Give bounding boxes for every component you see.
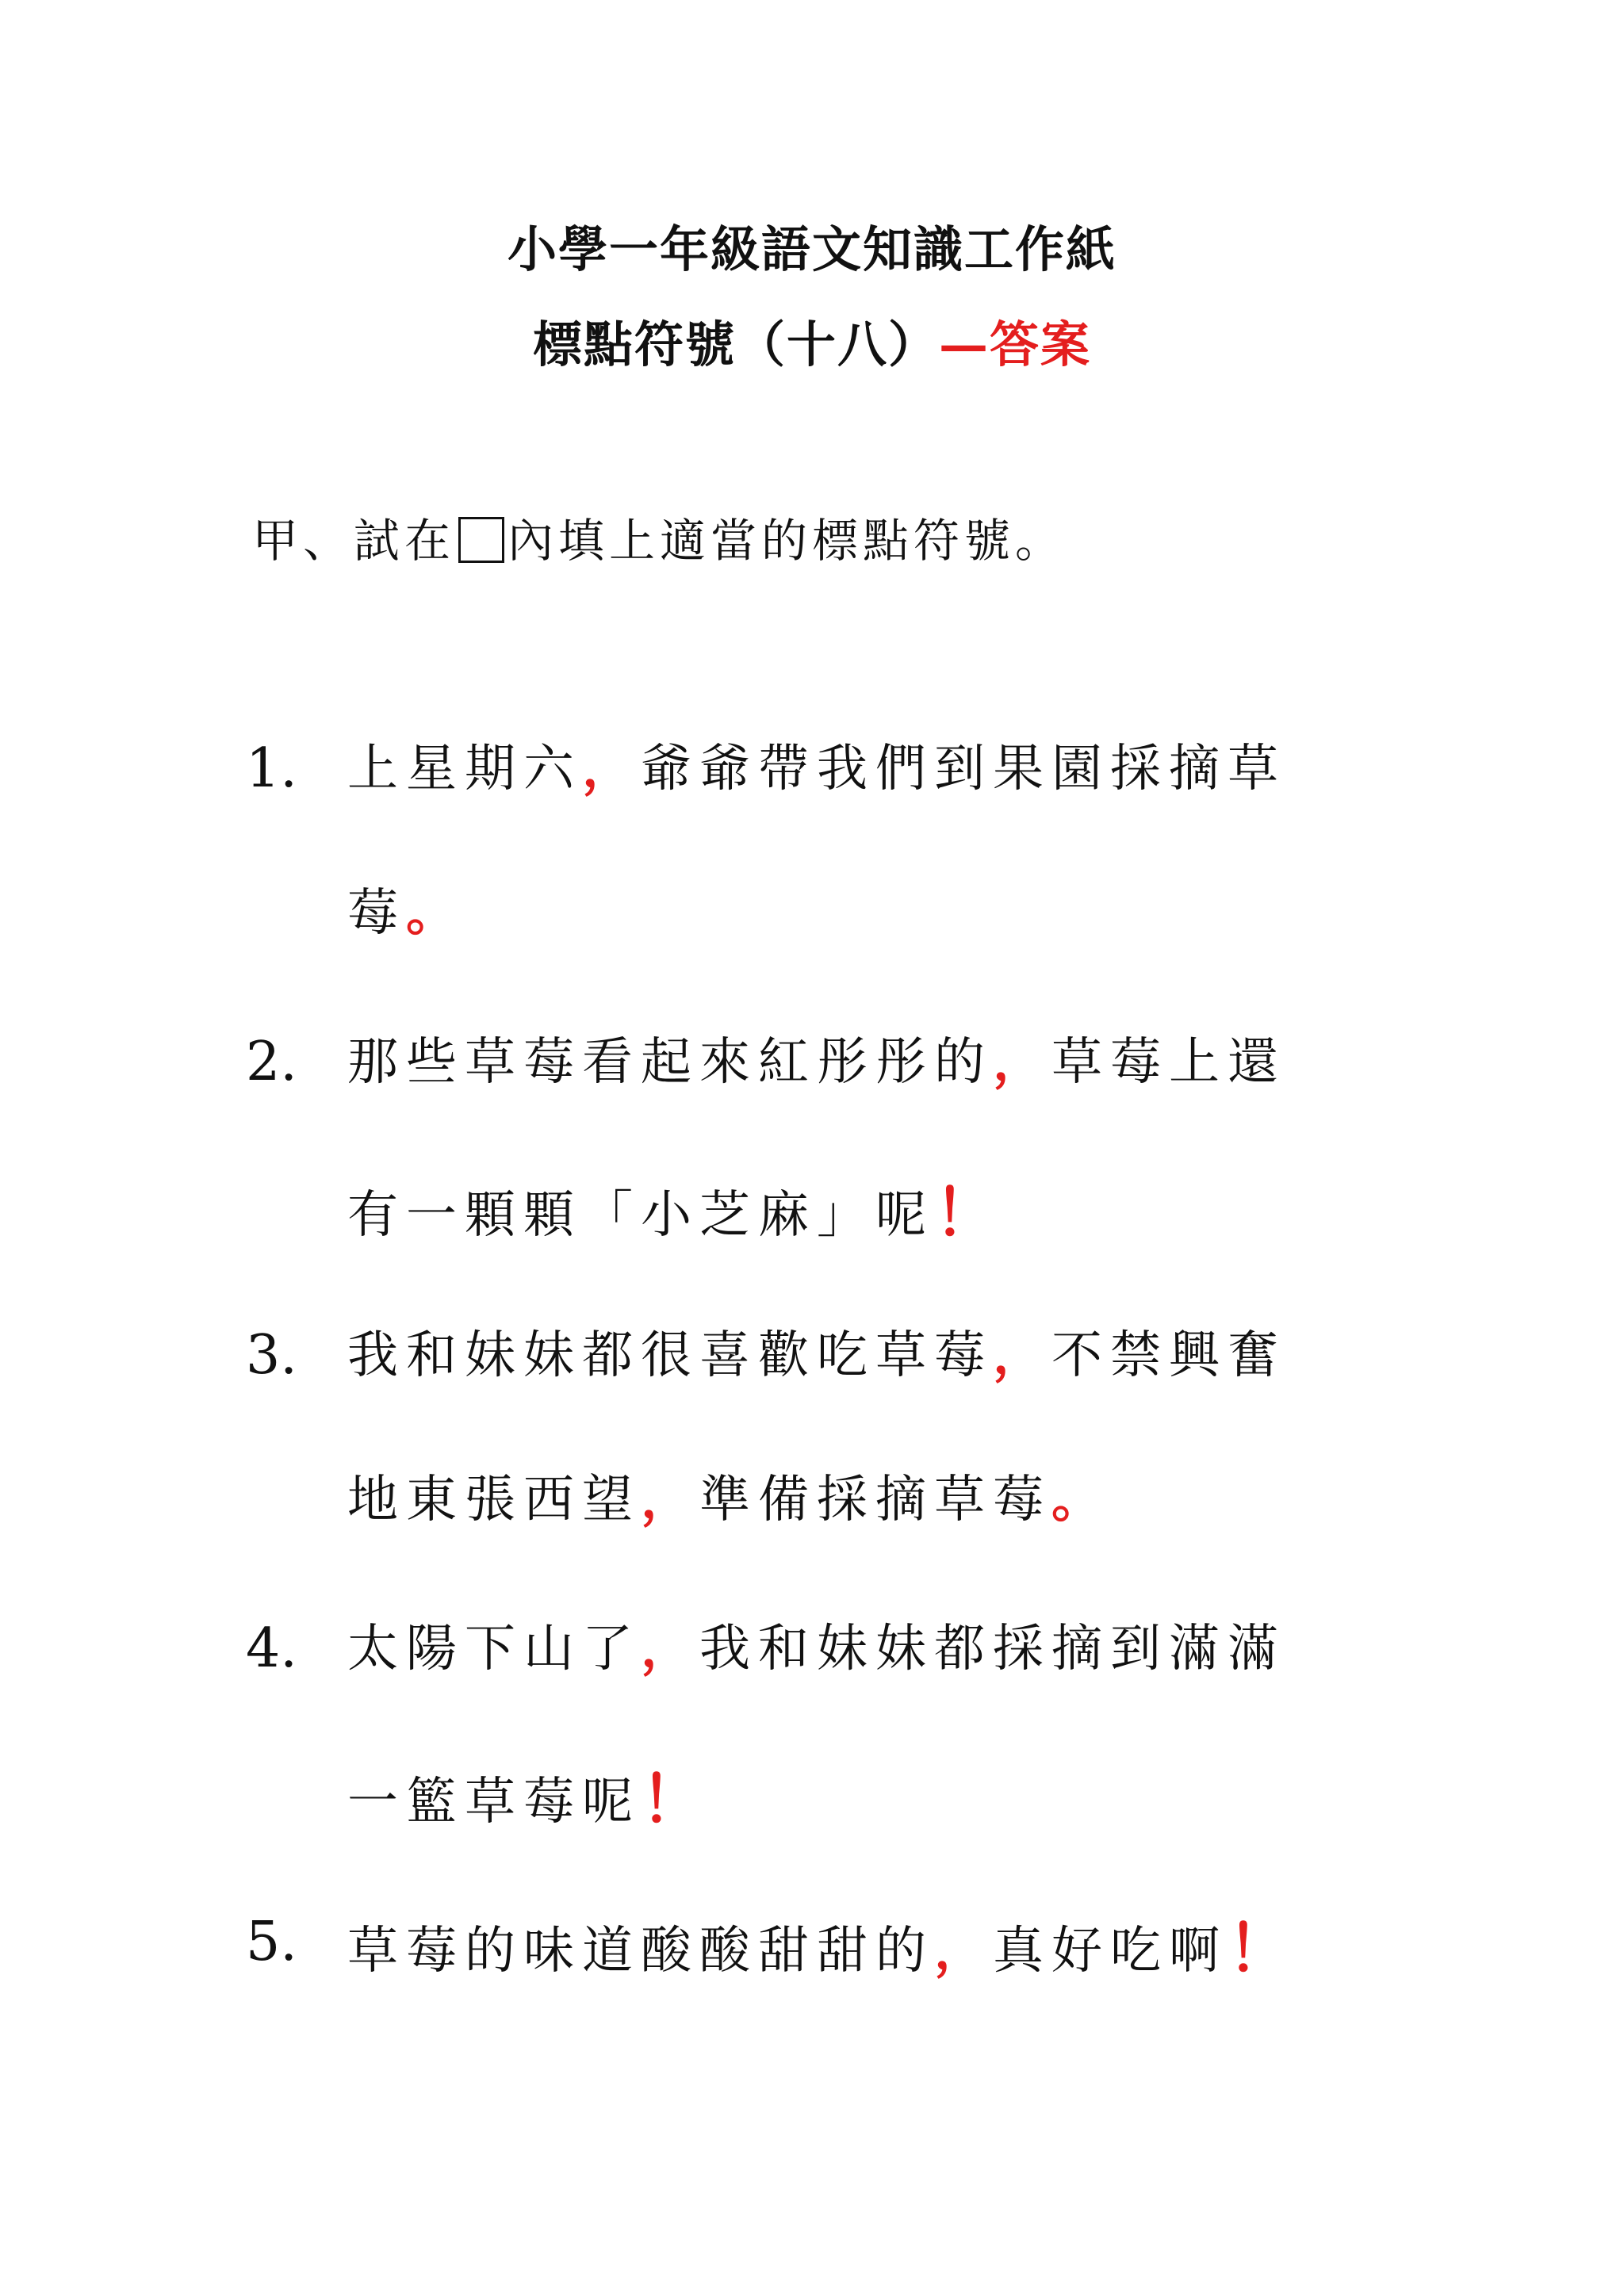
- instruction-suffix: 內填上適當的標點符號。: [508, 514, 1067, 568]
- answer-punctuation: ！: [1228, 1911, 1291, 1986]
- question-text: 一籃草莓呢: [347, 1773, 641, 1831]
- question-text: 太陽下山了: [347, 1620, 641, 1678]
- question-4-number: 4.: [246, 1617, 297, 1680]
- question-2-number: 2.: [246, 1031, 297, 1093]
- answer-punctuation: ，: [641, 1470, 699, 1529]
- question-text: 我和妹妹都很喜歡吃草莓: [347, 1326, 993, 1385]
- answer-punctuation: 。: [406, 883, 465, 943]
- question-text: 上星期六: [347, 740, 582, 798]
- answer-punctuation: ，: [582, 739, 641, 798]
- question-text: 有一顆顆「小芝麻」呢: [347, 1186, 934, 1245]
- answer-punctuation: 。: [1051, 1470, 1110, 1529]
- answer-punctuation: ，: [993, 1326, 1051, 1385]
- instruction-prefix: 甲、試在: [252, 514, 456, 568]
- question-text: 我和妹妹都採摘到滿滿: [699, 1620, 1286, 1678]
- instruction: [252, 514, 1067, 568]
- subtitle-answer-label: —答案: [939, 316, 1092, 373]
- question-text: 那些草莓看起來紅彤彤的: [347, 1033, 993, 1092]
- question-text: 真好吃啊: [993, 1922, 1228, 1980]
- answer-punctuation: ！: [641, 1762, 704, 1837]
- blank-box-icon: [458, 517, 504, 563]
- answer-punctuation: ！: [934, 1176, 998, 1250]
- question-text: 準備採摘草莓: [699, 1471, 1051, 1529]
- title-line-1: 小學一年級語文知識工作紙: [507, 220, 1116, 278]
- question-3-line-2: [347, 1470, 1110, 1529]
- question-2-line-1: [347, 1032, 1286, 1092]
- answer-punctuation: ，: [934, 1921, 993, 1980]
- answer-punctuation: ，: [993, 1032, 1051, 1092]
- question-4-line-1: [347, 1619, 1286, 1678]
- worksheet-subtitle: [0, 316, 1624, 373]
- question-text: 爺爺帶我們到果園採摘草: [641, 740, 1286, 798]
- answer-punctuation: ，: [641, 1619, 699, 1678]
- question-text: 莓: [347, 884, 406, 943]
- question-1-line-1: [347, 739, 1286, 798]
- question-text: 地東張西望: [347, 1471, 641, 1529]
- question-1-line-2: [347, 883, 465, 943]
- worksheet-title: [0, 220, 1624, 278]
- question-1-number: 1.: [246, 737, 297, 800]
- question-5-number: 5.: [246, 1911, 297, 1973]
- question-4-line-2: [347, 1762, 704, 1837]
- question-3-number: 3.: [246, 1324, 297, 1387]
- question-2-line-2: [347, 1176, 998, 1250]
- question-3-line-1: [347, 1326, 1286, 1385]
- question-5-line-1: [347, 1911, 1291, 1986]
- subtitle-main: 標點符號（十八）: [532, 316, 939, 373]
- question-text: 草莓上還: [1051, 1033, 1286, 1092]
- question-text: 不禁興奮: [1051, 1326, 1286, 1385]
- question-text: 草莓的味道酸酸甜甜的: [347, 1922, 934, 1980]
